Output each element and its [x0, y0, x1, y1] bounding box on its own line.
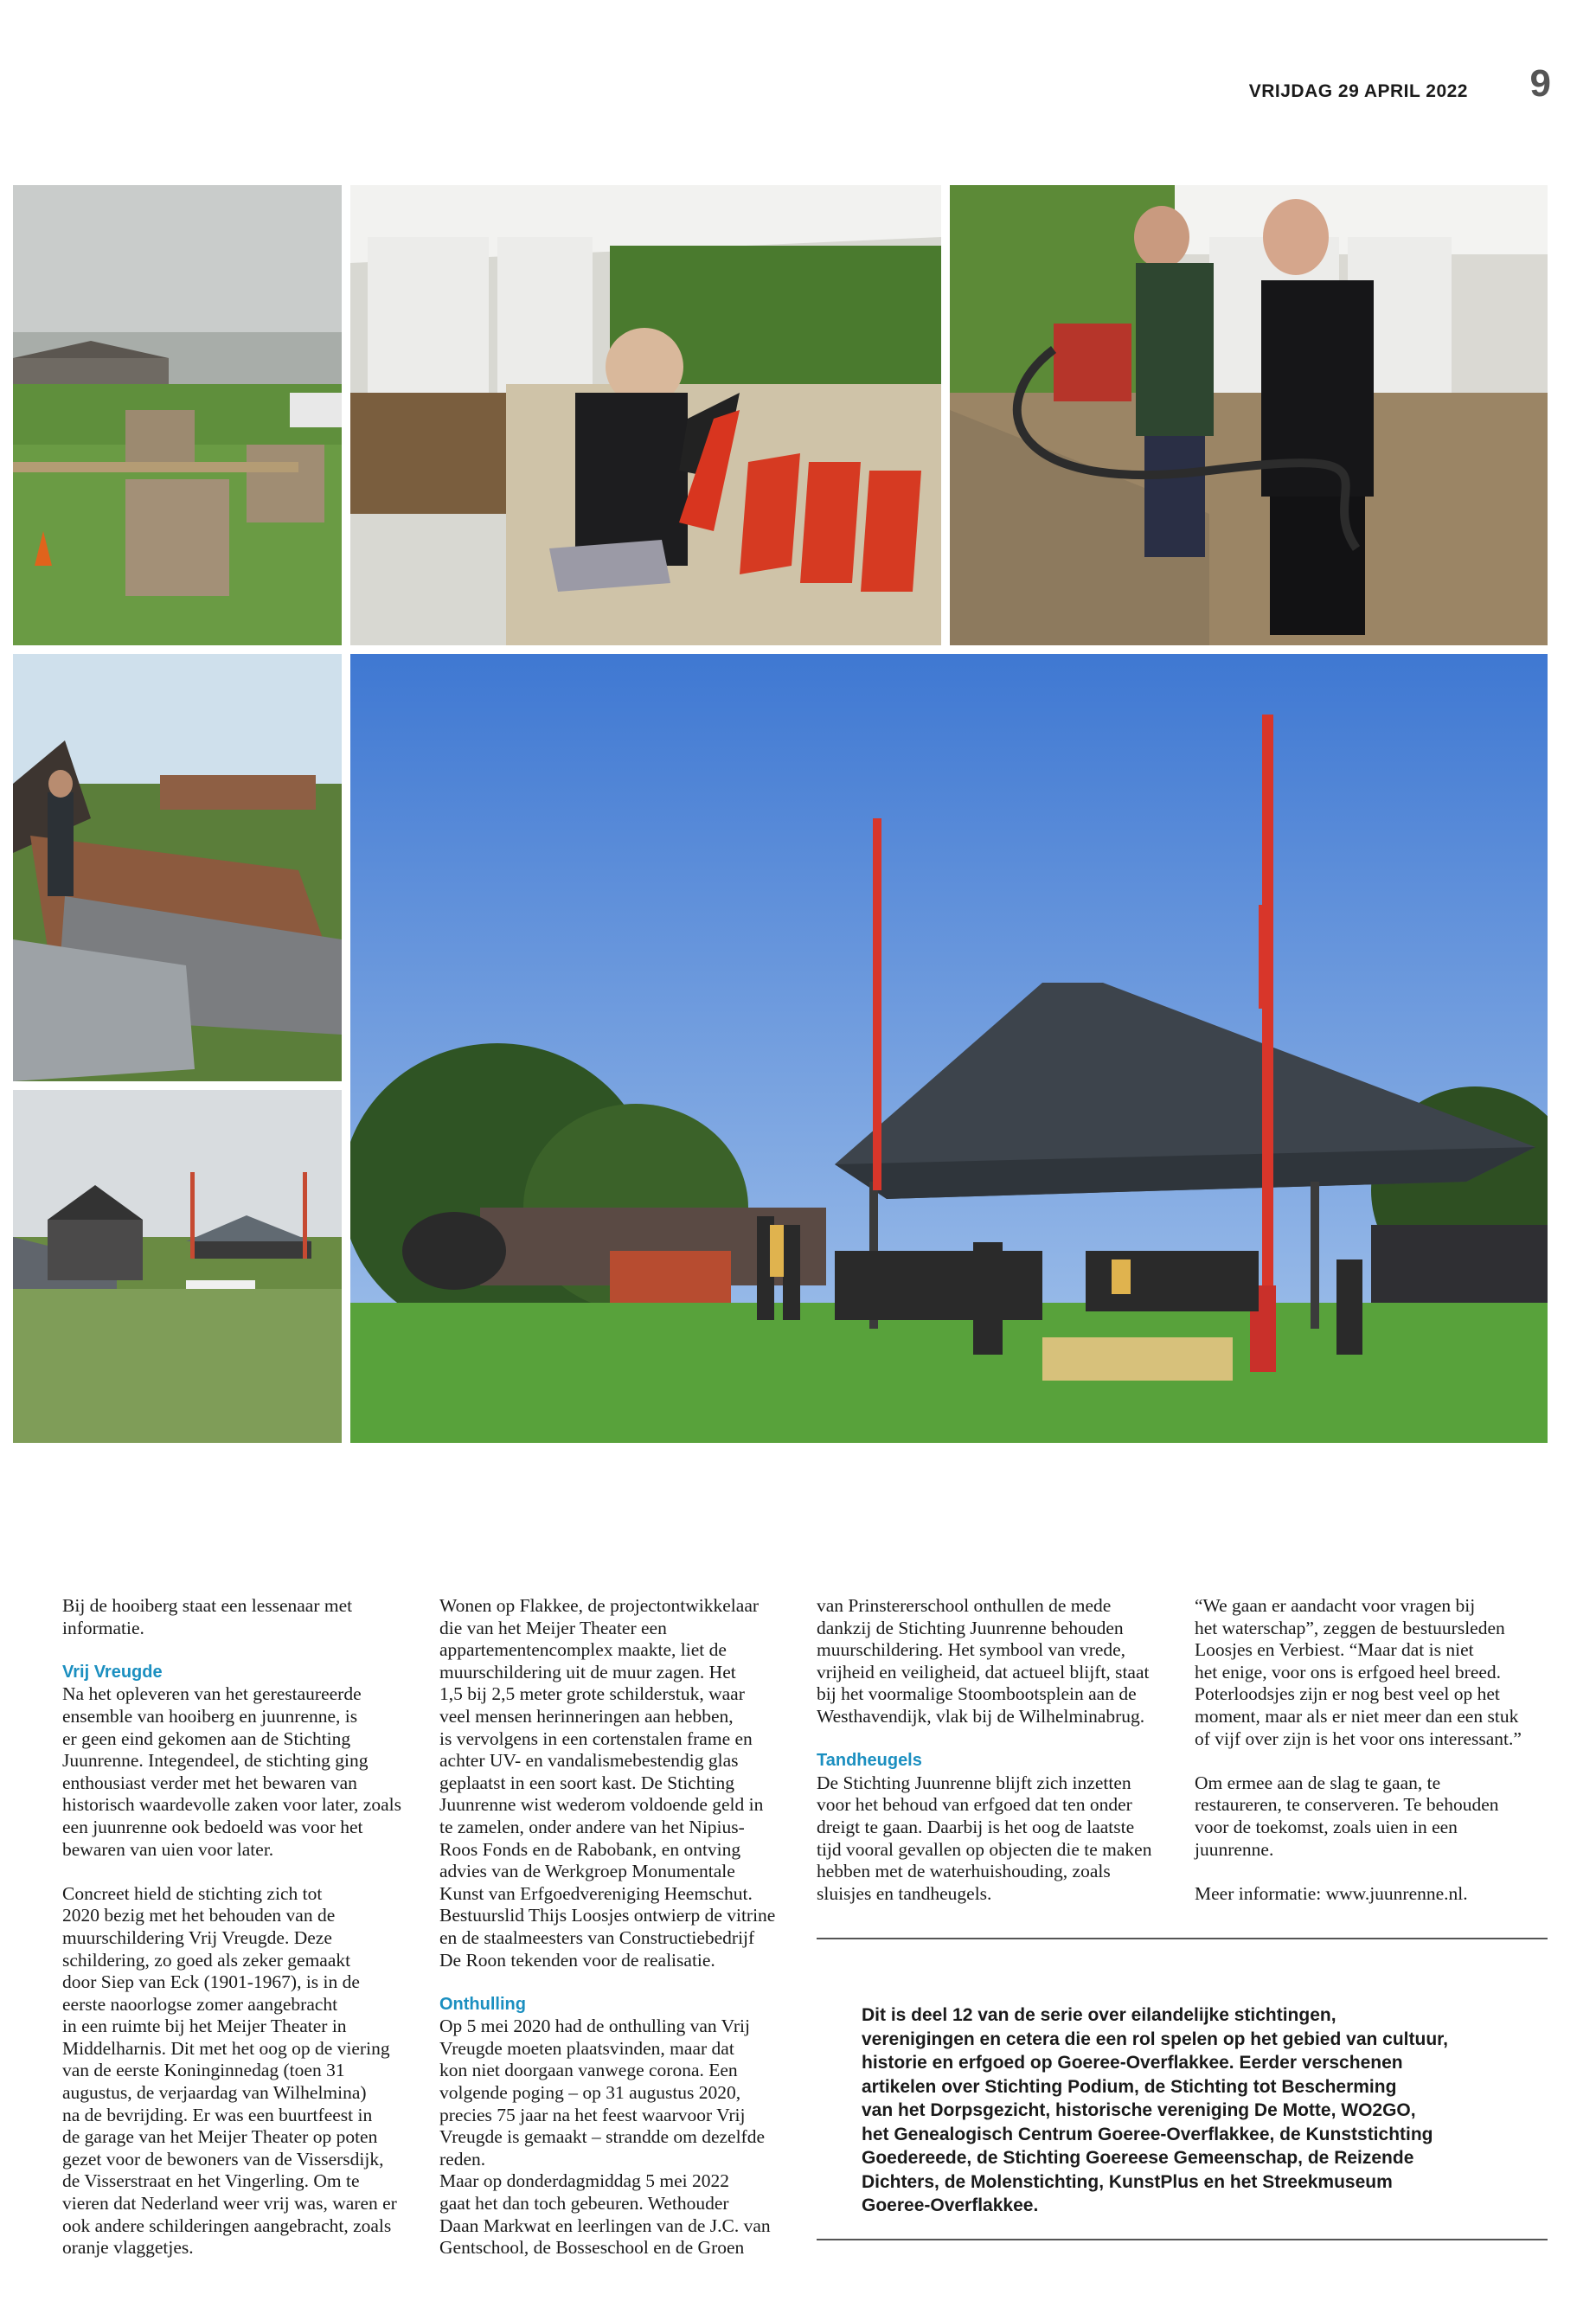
article-column-4 — [1195, 1595, 1551, 1905]
article-paragraph: Na het opleveren van het gerestaureerde ensemble van hooiberg en juunrenne, is er geen eind gekomen aan de Stichting Juunrenne. Integendeel, de stichting ging enthousiast verder met het bewaren van historisch waardevolle zaken voor later, zoals een juunrenne ook bedoeld was voor het bewaren van uien voor later. — [62, 1683, 401, 1860]
subhead-onthulling: Onthulling — [439, 1994, 526, 2014]
article-column-3 — [817, 1595, 1173, 1905]
article-paragraph: van Prinstererschool onthullen de mede dankzij de Stichting Juunrenne behouden muurschildering. Het symbool van vrede, vrijheid en veiligheid, dat actueel blijft, staat bij het voormalige Stoombootsplein aan de Westhavendijk, vlak bij de Wilhelminabrug. — [817, 1595, 1150, 1727]
article-paragraph: “We gaan er aandacht voor vragen bij het waterschap”, zeggen de bestuursleden Loosjes en Verbiest. “Maar dat is niet het enige, voor ons is erfgoed heel breed. Poterloodsjes zijn er nog best veel op het moment, maar als er niet meer dan een stuk of vijf over zijn is het voor ons interessant.” — [1195, 1595, 1522, 1749]
photo-collapsed-shed — [13, 654, 342, 1081]
photo-restored-sheds — [13, 1090, 342, 1443]
page-number: 9 — [1529, 62, 1551, 105]
photo-painting-steel — [350, 185, 941, 645]
photo-cleaning-wood — [950, 185, 1548, 645]
article-intro: Bij de hooiberg staat een lessenaar met informatie. — [62, 1595, 353, 1638]
subhead-vrij-vreugde: Vrij Vreugde — [62, 1662, 163, 1682]
article-paragraph: Om ermee aan de slag te gaan, te restaureren, te conserveren. Te behouden voor de toekomst, zoals uien in een juunrenne. — [1195, 1772, 1499, 1860]
article-paragraph: Op 5 mei 2020 had de onthulling van Vrij Vreugde moeten plaatsvinden, maar dat kon niet doorgaan vanwege corona. Een volgende poging – op 31 augustus 2020, precies 75 jaar na het feest waarvoor Vrij Vreugde is gemaakt – strandde om dezelfde reden. Maar op donderdagmiddag 5 mei 2022 gaat het dan toch gebeuren. Wethouder Daan Markwat en leerlingen van de J.C. van Gentschool, de Bosseschool en de Groen — [439, 2016, 771, 2259]
article-paragraph: De Stichting Juunrenne blijft zich inzetten voor het behoud van erfgoed dat ten onder dreigt te gaan. Daarbij is het oog de laatste tijd vooral gevallen op objecten die te maken hebben met de waterhuishouding, zoals sluisjes en tandheugels. — [817, 1772, 1152, 1904]
article-paragraph: Wonen op Flakkee, de projectontwikkelaar die van het Meijer Theater een appartementencomplex maakte, liet de muurschildering uit de muur zagen. Het 1,5 bij 2,5 meter grote schilderstuk, waar veel mensen herinneringen aan hebben, is vervolgens in een cortenstalen frame en achter UV- en vandalismebestendig glas geplaatst in een soort kast. De Stichting Juunrenne wist wederom voldoende geld in te zamelen, onder andere van het Nipius- Roos Fonds en de Rabobank, en ontving advies van de Werkgroep Monumentale Kunst van Erfgoedvereniging Heemschut. Bestuurslid Thijs Loosjes ontwierp de vitrine en de staalmeesters van Constructiebedrijf De Roon tekenden voor de realisatie. — [439, 1595, 776, 1971]
photo-hay-barn-field — [13, 185, 342, 645]
article-paragraph: Concreet hield de stichting zich tot 2020 bezig met het behouden van de muurschildering Vrij Vreugde. Deze schildering, zo goed als zeker gemaakt door Siep van Eck (1901-1967), is in de eerste naoorlogse zomer aangebracht in een ruimte bij het Meijer Theater in Middelharnis. Dit met het oog op de viering van de eerste Koninginnedag (toen 31 augustus, de verjaardag van Wilhelmina) na de bevrijding. Er was een buurtfeest in de garage van het Meijer Theater op poten gezet voor de bewoners van de Vissersdijk, de Visserstraat en het Vingerling. Om te vieren dat Nederland weer vrij was, waren er ook andere schilderingen aangebracht, zoals oranje vlaggetjes. — [62, 1882, 397, 2259]
article-column-2 — [439, 1595, 796, 2259]
article-column-1 — [62, 1595, 419, 2259]
series-note: Dit is deel 12 van de serie over eilandelijke stichtingen, verenigingen en cetera die een rol spelen op het gebied van cultuur, historie en erfgoed op Goeree-Overflakkee. Eerder verschenen artikelen over Stichting Podium, de Stichting tot Bescherming van het Dorpsgezicht, historische vereniging De Motte, WO2GO, het Genealogisch Centrum Goeree-Overflakkee, de Kunststichting Goedereede, de Stichting Goereese Gemeenschap, de Reizende Dichters, de Molenstichting, KunstPlus en het Streekmuseum Goeree-Overflakkee. — [862, 2005, 1449, 2215]
subhead-tandheugels: Tandheugels — [817, 1751, 922, 1771]
divider-top — [817, 1938, 1548, 1939]
more-info-line: Meer informatie: www.juunrenne.nl. — [1195, 1882, 1468, 1904]
divider-bottom — [817, 2239, 1548, 2240]
issue-date: VRIJDAG 29 APRIL 2022 — [1248, 81, 1468, 101]
photo-opening-ceremony — [350, 654, 1548, 1443]
